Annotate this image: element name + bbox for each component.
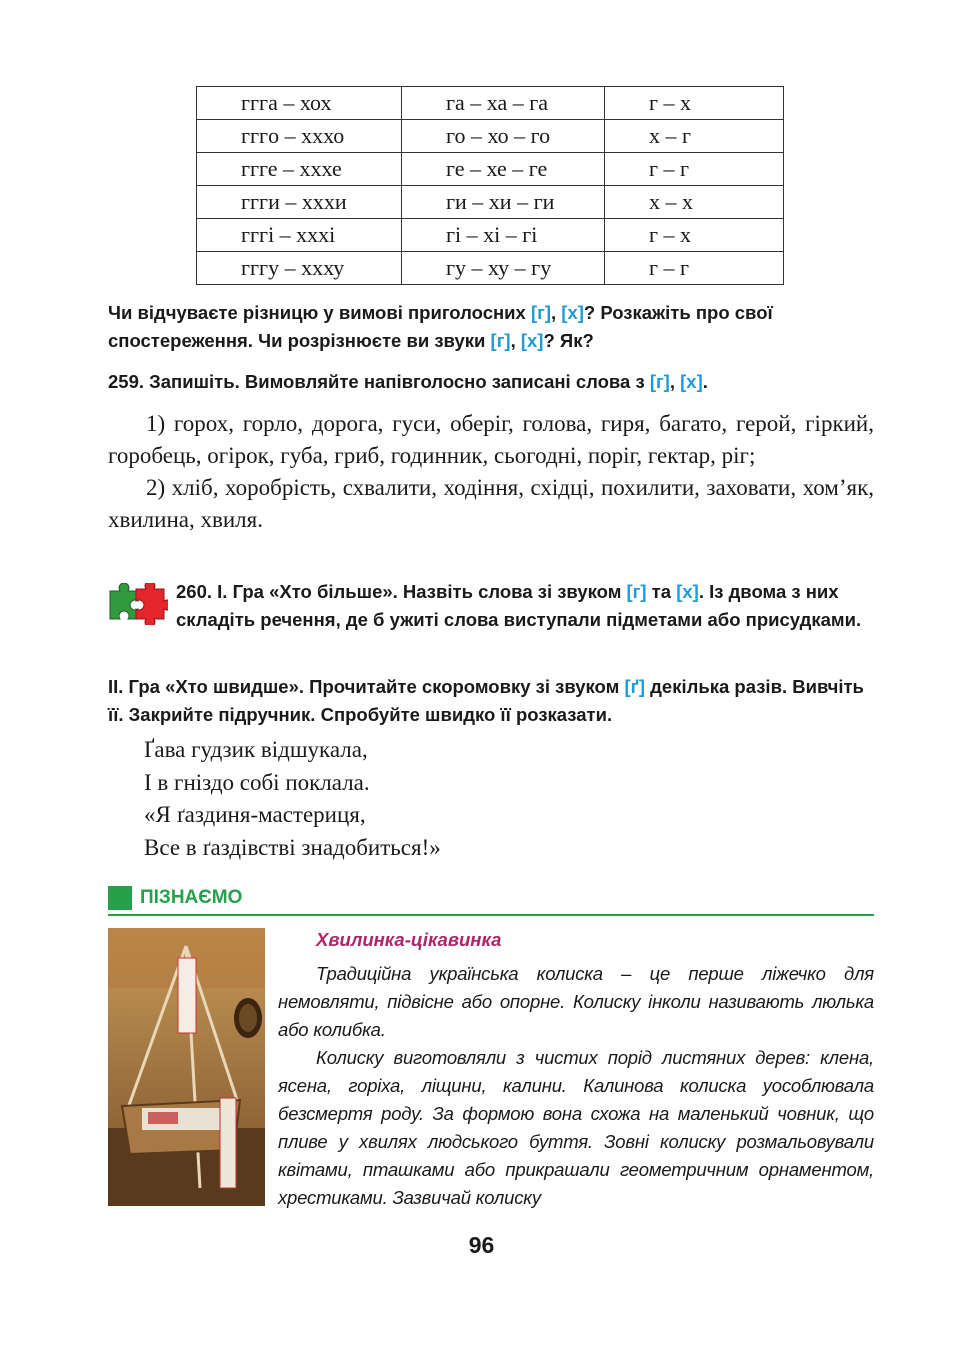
- word-list-2: 2) хліб, хоробрість, схвалити, ходіння, східці, похилити, заховати, хом’як, хвилина, хвиля.: [108, 475, 874, 532]
- word-list-1: 1) горох, горло, дорога, гуси, оберіг, голова, гиря, багато, герой, гіркий, горобець, огірок, губа, гриб, годинник, сьогодні, поріг, гектар, ріг;: [108, 411, 874, 468]
- table-cell: гу – ху – гу: [402, 252, 605, 285]
- table-cell: гггo – хххо: [197, 120, 402, 153]
- table-row: [197, 153, 784, 186]
- table-cell: г – г: [605, 153, 784, 186]
- tongue-twister: [144, 734, 441, 864]
- table-cell: гі – хі – гі: [402, 219, 605, 252]
- table-cell: гггу – хxху: [197, 252, 402, 285]
- exercise-260-text: 260. І. Гра «Хто більше». Назвіть слова зі звуком [г] та [х]. Із двома з них складіть речення, де б ужиті слова виступали підметами або присудками.: [176, 581, 862, 630]
- table-row: [197, 219, 784, 252]
- table-cell: ггги – ххxи: [197, 186, 402, 219]
- poem-line: «Я ґаздиня-мастериця,: [144, 802, 366, 827]
- syllable-table: [196, 86, 784, 285]
- question-paragraph: Чи відчуваєте різницю у вимові приголосних [г], [х]? Розкажіть про свої спостереження. Чи розрізнюєте ви звуки [г], [х]? Як?: [108, 302, 773, 351]
- cradle-photo: [108, 928, 265, 1206]
- table-cell: г – х: [605, 219, 784, 252]
- table-cell: ги – хи – ги: [402, 186, 605, 219]
- fact-body: [278, 960, 874, 1212]
- page-number: 96: [468, 1232, 495, 1258]
- puzzle-icon: [106, 583, 168, 625]
- exercise-259-words: [108, 408, 874, 536]
- poem-line: І в гніздо собі поклала.: [144, 769, 370, 795]
- sound-h-1: [х]: [561, 302, 584, 323]
- table-row: [197, 120, 784, 153]
- section-label: ПІЗНАЄМО: [140, 887, 243, 908]
- exercise-259-heading: 259. Запишіть. Вимовляйте напівголосно записані слова з [г], [х].: [108, 371, 708, 392]
- table-cell: гггі – хххі: [197, 219, 402, 252]
- table-row: [197, 87, 784, 120]
- poem-line: Ґава гудзик відшукала,: [144, 737, 368, 762]
- table-cell: ггга – хох: [197, 87, 402, 120]
- table-cell: го – хо – го: [402, 120, 605, 153]
- table-cell: ггге – хххе: [197, 153, 402, 186]
- table-cell: х – г: [605, 120, 784, 153]
- table-row: [197, 186, 784, 219]
- exercise-260-game2: ІІ. Гра «Хто швидше». Прочитайте скоромовку зі звуком [ґ] декілька разів. Вивчіть її. Закрийте підручник. Спробуйте швидко її розказати.: [108, 676, 864, 725]
- table-cell: х – х: [605, 186, 784, 219]
- section-square-icon: [108, 886, 132, 910]
- poem-line: Все в ґаздівстві знадобиться!»: [144, 834, 441, 860]
- fact-paragraph-2: Колиску виготовляли з чистих порід листяних дерев: клена, ясена, горіха, ліщини, калини. Калинова колиска уособлювала безсмертя роду. За формою вона схожа на маленький човник, що пливе у хвилях людського буття. Зовні колиску розмальовували квітами, пташками або прикрашали геометричним орнаментом, хрестиками. Зазвичай колиску: [278, 1047, 874, 1208]
- table-cell: ге – хе – ге: [402, 153, 605, 186]
- table-cell: га – ха – га: [402, 87, 605, 120]
- table-cell: г – г: [605, 252, 784, 285]
- section-header: [108, 884, 874, 916]
- fact-title: Хвилинка-цікавинка: [316, 929, 502, 950]
- table-row: [197, 252, 784, 285]
- table-cell: г – х: [605, 87, 784, 120]
- fact-paragraph-1: Традиційна українська колиска – це перше ліжечко для немовляти, підвісне або опорне. Колиску інколи називають люлька або колибка.: [278, 963, 874, 1040]
